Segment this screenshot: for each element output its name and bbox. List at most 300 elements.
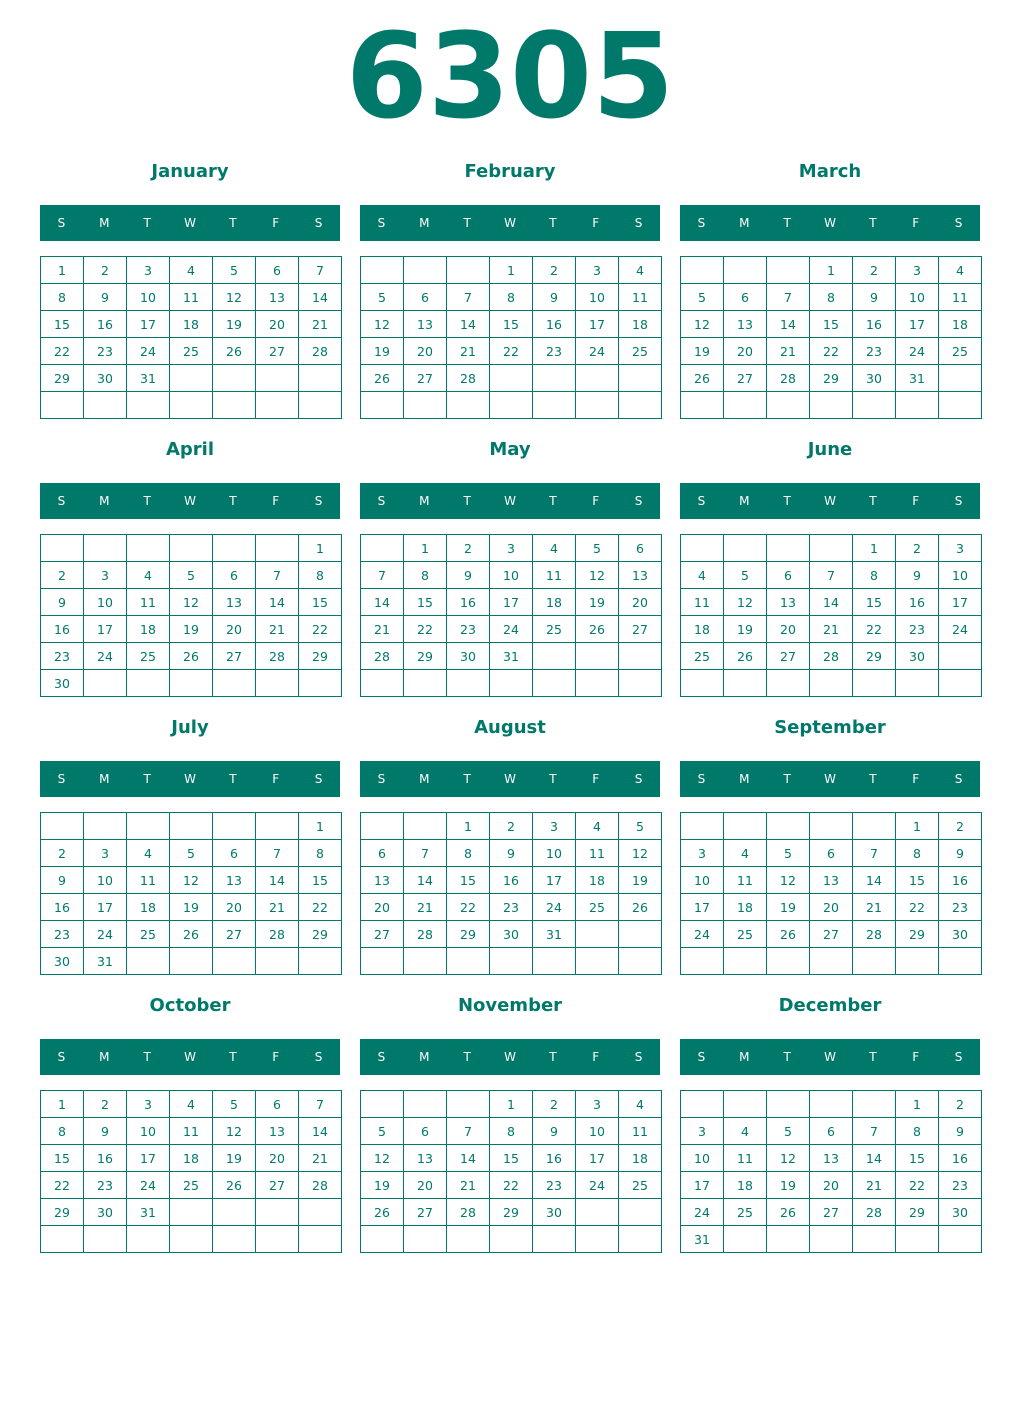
day-cell (490, 670, 533, 697)
day-cell: 21 (299, 311, 342, 338)
day-cell: 26 (576, 616, 619, 643)
day-cell: 25 (724, 921, 767, 948)
day-cell: 14 (447, 1145, 490, 1172)
week-row (361, 867, 662, 894)
day-cell (853, 948, 896, 975)
day-cell (619, 643, 662, 670)
day-cell: 9 (447, 562, 490, 589)
day-cell: 1 (299, 813, 342, 840)
day-cell: 10 (84, 867, 127, 894)
day-cell (896, 392, 939, 419)
day-cell (533, 365, 576, 392)
day-cell: 30 (84, 365, 127, 392)
day-cell (41, 535, 84, 562)
day-cell: 12 (576, 562, 619, 589)
day-cell (533, 948, 576, 975)
day-cell: 25 (619, 338, 662, 365)
day-cell: 24 (127, 1172, 170, 1199)
day-cell: 22 (853, 616, 896, 643)
day-cell: 15 (810, 311, 853, 338)
day-cell: 31 (127, 1199, 170, 1226)
day-cell: 15 (490, 1145, 533, 1172)
day-cell: 8 (896, 1118, 939, 1145)
day-cell (256, 1199, 299, 1226)
day-cell: 15 (896, 1145, 939, 1172)
day-cell: 27 (256, 1172, 299, 1199)
weekday-label: M (99, 772, 110, 786)
day-cell (256, 813, 299, 840)
day-cell: 4 (127, 562, 170, 589)
weekday-label: M (419, 494, 430, 508)
day-cell: 3 (576, 1091, 619, 1118)
weekday-label: M (739, 772, 750, 786)
week-row (681, 1172, 982, 1199)
day-cell: 7 (361, 562, 404, 589)
day-cell: 31 (84, 948, 127, 975)
day-cell: 11 (576, 840, 619, 867)
day-cell: 22 (490, 1172, 533, 1199)
day-cell (810, 948, 853, 975)
day-cell (533, 643, 576, 670)
week-row (361, 562, 662, 589)
day-cell: 21 (256, 894, 299, 921)
week-row (681, 813, 982, 840)
day-cell: 14 (810, 589, 853, 616)
week-row (361, 670, 662, 697)
day-cell: 20 (724, 338, 767, 365)
weekday-label: F (592, 772, 600, 786)
day-cell (724, 392, 767, 419)
day-cell: 29 (299, 643, 342, 670)
day-cell: 6 (213, 840, 256, 867)
day-cell: 16 (447, 589, 490, 616)
weekday-label: F (592, 1050, 600, 1064)
weekday-label: T (783, 216, 791, 230)
day-cell: 29 (447, 921, 490, 948)
week-row (681, 338, 982, 365)
weekday-label: S (954, 494, 963, 508)
day-cell (170, 535, 213, 562)
day-cell: 23 (939, 894, 982, 921)
day-cell: 11 (939, 284, 982, 311)
day-cell: 5 (361, 1118, 404, 1145)
day-cell: 22 (896, 1172, 939, 1199)
day-cell (170, 365, 213, 392)
day-cell: 24 (681, 921, 724, 948)
day-cell: 26 (681, 365, 724, 392)
week-row (41, 535, 342, 562)
day-cell: 15 (490, 311, 533, 338)
week-row (681, 365, 982, 392)
day-cell (810, 1091, 853, 1118)
weekday-label: T (869, 494, 877, 508)
day-grid (360, 534, 662, 697)
day-grid (680, 812, 982, 975)
day-cell: 9 (939, 840, 982, 867)
day-cell: 8 (41, 284, 84, 311)
day-cell (299, 1199, 342, 1226)
day-cell (533, 392, 576, 419)
week-row (41, 813, 342, 840)
day-cell: 29 (896, 921, 939, 948)
weekday-label: M (419, 216, 430, 230)
day-cell: 4 (939, 257, 982, 284)
day-cell (170, 813, 213, 840)
day-cell: 24 (84, 921, 127, 948)
day-cell: 31 (490, 643, 533, 670)
day-grid (360, 1090, 662, 1253)
day-cell: 6 (724, 284, 767, 311)
day-cell: 23 (490, 894, 533, 921)
day-cell: 27 (256, 338, 299, 365)
day-cell: 10 (576, 1118, 619, 1145)
day-cell: 8 (447, 840, 490, 867)
day-cell: 26 (213, 1172, 256, 1199)
day-cell (170, 948, 213, 975)
month-december (680, 992, 980, 1247)
weekday-label: W (504, 216, 516, 230)
day-cell (299, 392, 342, 419)
day-cell (447, 392, 490, 419)
day-cell (256, 1226, 299, 1253)
weekday-label: T (229, 772, 237, 786)
day-cell: 1 (896, 813, 939, 840)
day-cell (767, 1226, 810, 1253)
day-cell: 9 (939, 1118, 982, 1145)
day-cell: 11 (724, 1145, 767, 1172)
day-cell (619, 365, 662, 392)
day-cell: 6 (256, 1091, 299, 1118)
day-cell: 4 (619, 257, 662, 284)
week-row (361, 921, 662, 948)
day-cell: 17 (896, 311, 939, 338)
week-row (361, 589, 662, 616)
week-row (361, 535, 662, 562)
day-cell: 3 (127, 1091, 170, 1118)
day-cell: 27 (213, 921, 256, 948)
day-cell: 12 (767, 867, 810, 894)
day-cell: 18 (619, 311, 662, 338)
weekday-label: S (314, 494, 323, 508)
day-cell (404, 670, 447, 697)
day-cell (619, 392, 662, 419)
day-cell: 3 (84, 840, 127, 867)
weekday-label: S (57, 772, 66, 786)
day-cell: 6 (213, 562, 256, 589)
day-cell: 7 (299, 257, 342, 284)
weekday-label: T (463, 772, 471, 786)
day-cell: 11 (127, 867, 170, 894)
day-cell: 28 (853, 1199, 896, 1226)
day-cell: 19 (213, 1145, 256, 1172)
day-cell (41, 1226, 84, 1253)
weekday-label: W (504, 494, 516, 508)
day-cell: 18 (170, 1145, 213, 1172)
week-row (361, 1118, 662, 1145)
day-cell: 18 (127, 616, 170, 643)
day-cell: 21 (361, 616, 404, 643)
weekday-label: T (783, 1050, 791, 1064)
weekday-label: M (739, 216, 750, 230)
day-cell: 2 (447, 535, 490, 562)
day-cell: 22 (299, 894, 342, 921)
day-cell (576, 1199, 619, 1226)
day-cell: 17 (533, 867, 576, 894)
day-cell (127, 813, 170, 840)
day-cell (533, 1226, 576, 1253)
day-cell (213, 948, 256, 975)
day-cell: 25 (619, 1172, 662, 1199)
weekday-label: T (229, 1050, 237, 1064)
day-cell: 4 (681, 562, 724, 589)
day-cell (576, 1226, 619, 1253)
day-cell: 19 (170, 616, 213, 643)
month-june (680, 436, 980, 664)
weekday-header (680, 205, 980, 241)
day-cell: 7 (299, 1091, 342, 1118)
week-row (361, 338, 662, 365)
day-cell: 20 (810, 1172, 853, 1199)
weekday-label: W (824, 1050, 836, 1064)
day-cell (724, 1091, 767, 1118)
weekday-label: S (634, 1050, 643, 1064)
weekday-label: F (912, 1050, 920, 1064)
weekday-label: W (184, 772, 196, 786)
month-name: March (798, 161, 862, 182)
day-cell: 21 (447, 338, 490, 365)
month-february (360, 158, 660, 386)
day-cell: 16 (84, 1145, 127, 1172)
day-cell: 2 (41, 840, 84, 867)
week-row (41, 365, 342, 392)
weekday-label: T (463, 216, 471, 230)
weekday-header (680, 761, 980, 797)
day-cell: 26 (361, 1199, 404, 1226)
day-cell (681, 392, 724, 419)
day-cell: 13 (724, 311, 767, 338)
day-cell: 9 (41, 867, 84, 894)
month-name: July (171, 717, 209, 738)
week-row (681, 867, 982, 894)
day-cell (619, 670, 662, 697)
day-cell: 30 (853, 365, 896, 392)
day-cell (361, 670, 404, 697)
day-cell (447, 257, 490, 284)
day-cell: 2 (84, 1091, 127, 1118)
month-january (40, 158, 340, 386)
day-cell: 6 (767, 562, 810, 589)
day-cell: 16 (41, 616, 84, 643)
day-cell: 5 (724, 562, 767, 589)
day-cell: 23 (533, 1172, 576, 1199)
day-cell (490, 948, 533, 975)
week-row (41, 257, 342, 284)
day-cell (939, 643, 982, 670)
day-cell (724, 257, 767, 284)
day-cell (576, 670, 619, 697)
weekday-label: S (634, 494, 643, 508)
day-cell: 23 (41, 921, 84, 948)
day-cell (533, 670, 576, 697)
day-cell: 19 (767, 1172, 810, 1199)
day-cell: 4 (127, 840, 170, 867)
day-cell: 3 (939, 535, 982, 562)
day-cell (84, 535, 127, 562)
day-cell: 8 (853, 562, 896, 589)
day-cell: 12 (767, 1145, 810, 1172)
day-cell: 2 (939, 1091, 982, 1118)
day-cell (810, 670, 853, 697)
day-grid (40, 534, 342, 697)
day-cell (447, 948, 490, 975)
month-name: May (489, 439, 531, 460)
week-row (361, 813, 662, 840)
weekday-label: F (272, 1050, 280, 1064)
day-cell: 12 (681, 311, 724, 338)
day-cell: 12 (213, 1118, 256, 1145)
weekday-label: T (869, 216, 877, 230)
weekday-label: T (549, 494, 557, 508)
day-cell (404, 392, 447, 419)
day-cell: 16 (533, 1145, 576, 1172)
day-cell: 7 (256, 562, 299, 589)
day-cell (767, 535, 810, 562)
day-grid (680, 256, 982, 419)
day-cell: 22 (447, 894, 490, 921)
day-cell: 23 (533, 338, 576, 365)
day-grid (40, 1090, 342, 1253)
day-cell (256, 670, 299, 697)
weekday-label: M (99, 494, 110, 508)
weekday-header (40, 483, 340, 519)
day-cell (490, 1226, 533, 1253)
week-row (361, 284, 662, 311)
weekday-label: S (954, 772, 963, 786)
day-cell: 13 (213, 589, 256, 616)
day-cell (299, 365, 342, 392)
weekday-label: S (314, 1050, 323, 1064)
day-cell (619, 921, 662, 948)
day-cell: 9 (490, 840, 533, 867)
day-cell: 14 (767, 311, 810, 338)
day-cell: 18 (619, 1145, 662, 1172)
day-cell: 31 (896, 365, 939, 392)
weekday-label: S (697, 772, 706, 786)
day-cell: 24 (84, 643, 127, 670)
month-september (680, 714, 980, 942)
day-grid (680, 1090, 982, 1253)
week-row (41, 1118, 342, 1145)
day-cell (404, 257, 447, 284)
day-cell: 6 (404, 1118, 447, 1145)
day-cell: 29 (896, 1199, 939, 1226)
day-cell: 28 (853, 921, 896, 948)
day-cell: 22 (490, 338, 533, 365)
weekday-label: T (783, 772, 791, 786)
day-cell: 9 (84, 1118, 127, 1145)
day-cell: 10 (533, 840, 576, 867)
day-cell: 28 (256, 921, 299, 948)
day-cell: 18 (939, 311, 982, 338)
day-cell: 13 (404, 1145, 447, 1172)
day-cell: 24 (576, 1172, 619, 1199)
day-grid (360, 812, 662, 975)
weekday-label: F (272, 216, 280, 230)
weekday-label: T (143, 772, 151, 786)
week-row (681, 1091, 982, 1118)
week-row (41, 894, 342, 921)
day-cell: 4 (576, 813, 619, 840)
day-cell: 13 (404, 311, 447, 338)
day-cell: 16 (41, 894, 84, 921)
day-cell (896, 670, 939, 697)
week-row (361, 643, 662, 670)
day-cell: 3 (84, 562, 127, 589)
day-cell: 12 (170, 867, 213, 894)
day-cell: 16 (533, 311, 576, 338)
day-cell: 12 (619, 840, 662, 867)
day-cell: 21 (447, 1172, 490, 1199)
day-cell: 3 (533, 813, 576, 840)
day-cell: 7 (767, 284, 810, 311)
week-row (41, 284, 342, 311)
day-cell (576, 948, 619, 975)
day-cell: 2 (490, 813, 533, 840)
day-cell: 22 (810, 338, 853, 365)
day-cell: 3 (576, 257, 619, 284)
weekday-label: W (184, 1050, 196, 1064)
day-cell: 25 (939, 338, 982, 365)
week-row (41, 643, 342, 670)
day-cell: 20 (404, 1172, 447, 1199)
day-cell (213, 1199, 256, 1226)
week-row (41, 1199, 342, 1226)
day-cell: 5 (767, 1118, 810, 1145)
day-cell (724, 1226, 767, 1253)
day-cell: 28 (299, 1172, 342, 1199)
week-row (681, 616, 982, 643)
day-cell: 2 (533, 1091, 576, 1118)
day-cell: 18 (127, 894, 170, 921)
weekday-label: T (549, 216, 557, 230)
day-cell (576, 643, 619, 670)
day-cell: 21 (810, 616, 853, 643)
day-cell: 16 (939, 1145, 982, 1172)
week-row (41, 392, 342, 419)
day-cell (213, 1226, 256, 1253)
day-cell: 26 (619, 894, 662, 921)
week-row (681, 921, 982, 948)
day-cell (170, 392, 213, 419)
day-cell: 24 (681, 1199, 724, 1226)
week-row (41, 1145, 342, 1172)
day-cell (853, 670, 896, 697)
day-cell: 20 (404, 338, 447, 365)
day-cell: 15 (41, 311, 84, 338)
weekday-label: S (57, 494, 66, 508)
week-row (361, 392, 662, 419)
day-cell: 11 (619, 284, 662, 311)
day-cell: 19 (767, 894, 810, 921)
day-cell: 9 (853, 284, 896, 311)
day-cell: 17 (127, 311, 170, 338)
weekday-label: T (463, 494, 471, 508)
day-cell: 3 (127, 257, 170, 284)
day-cell (939, 392, 982, 419)
day-cell (619, 948, 662, 975)
day-cell: 9 (533, 1118, 576, 1145)
day-cell (361, 535, 404, 562)
